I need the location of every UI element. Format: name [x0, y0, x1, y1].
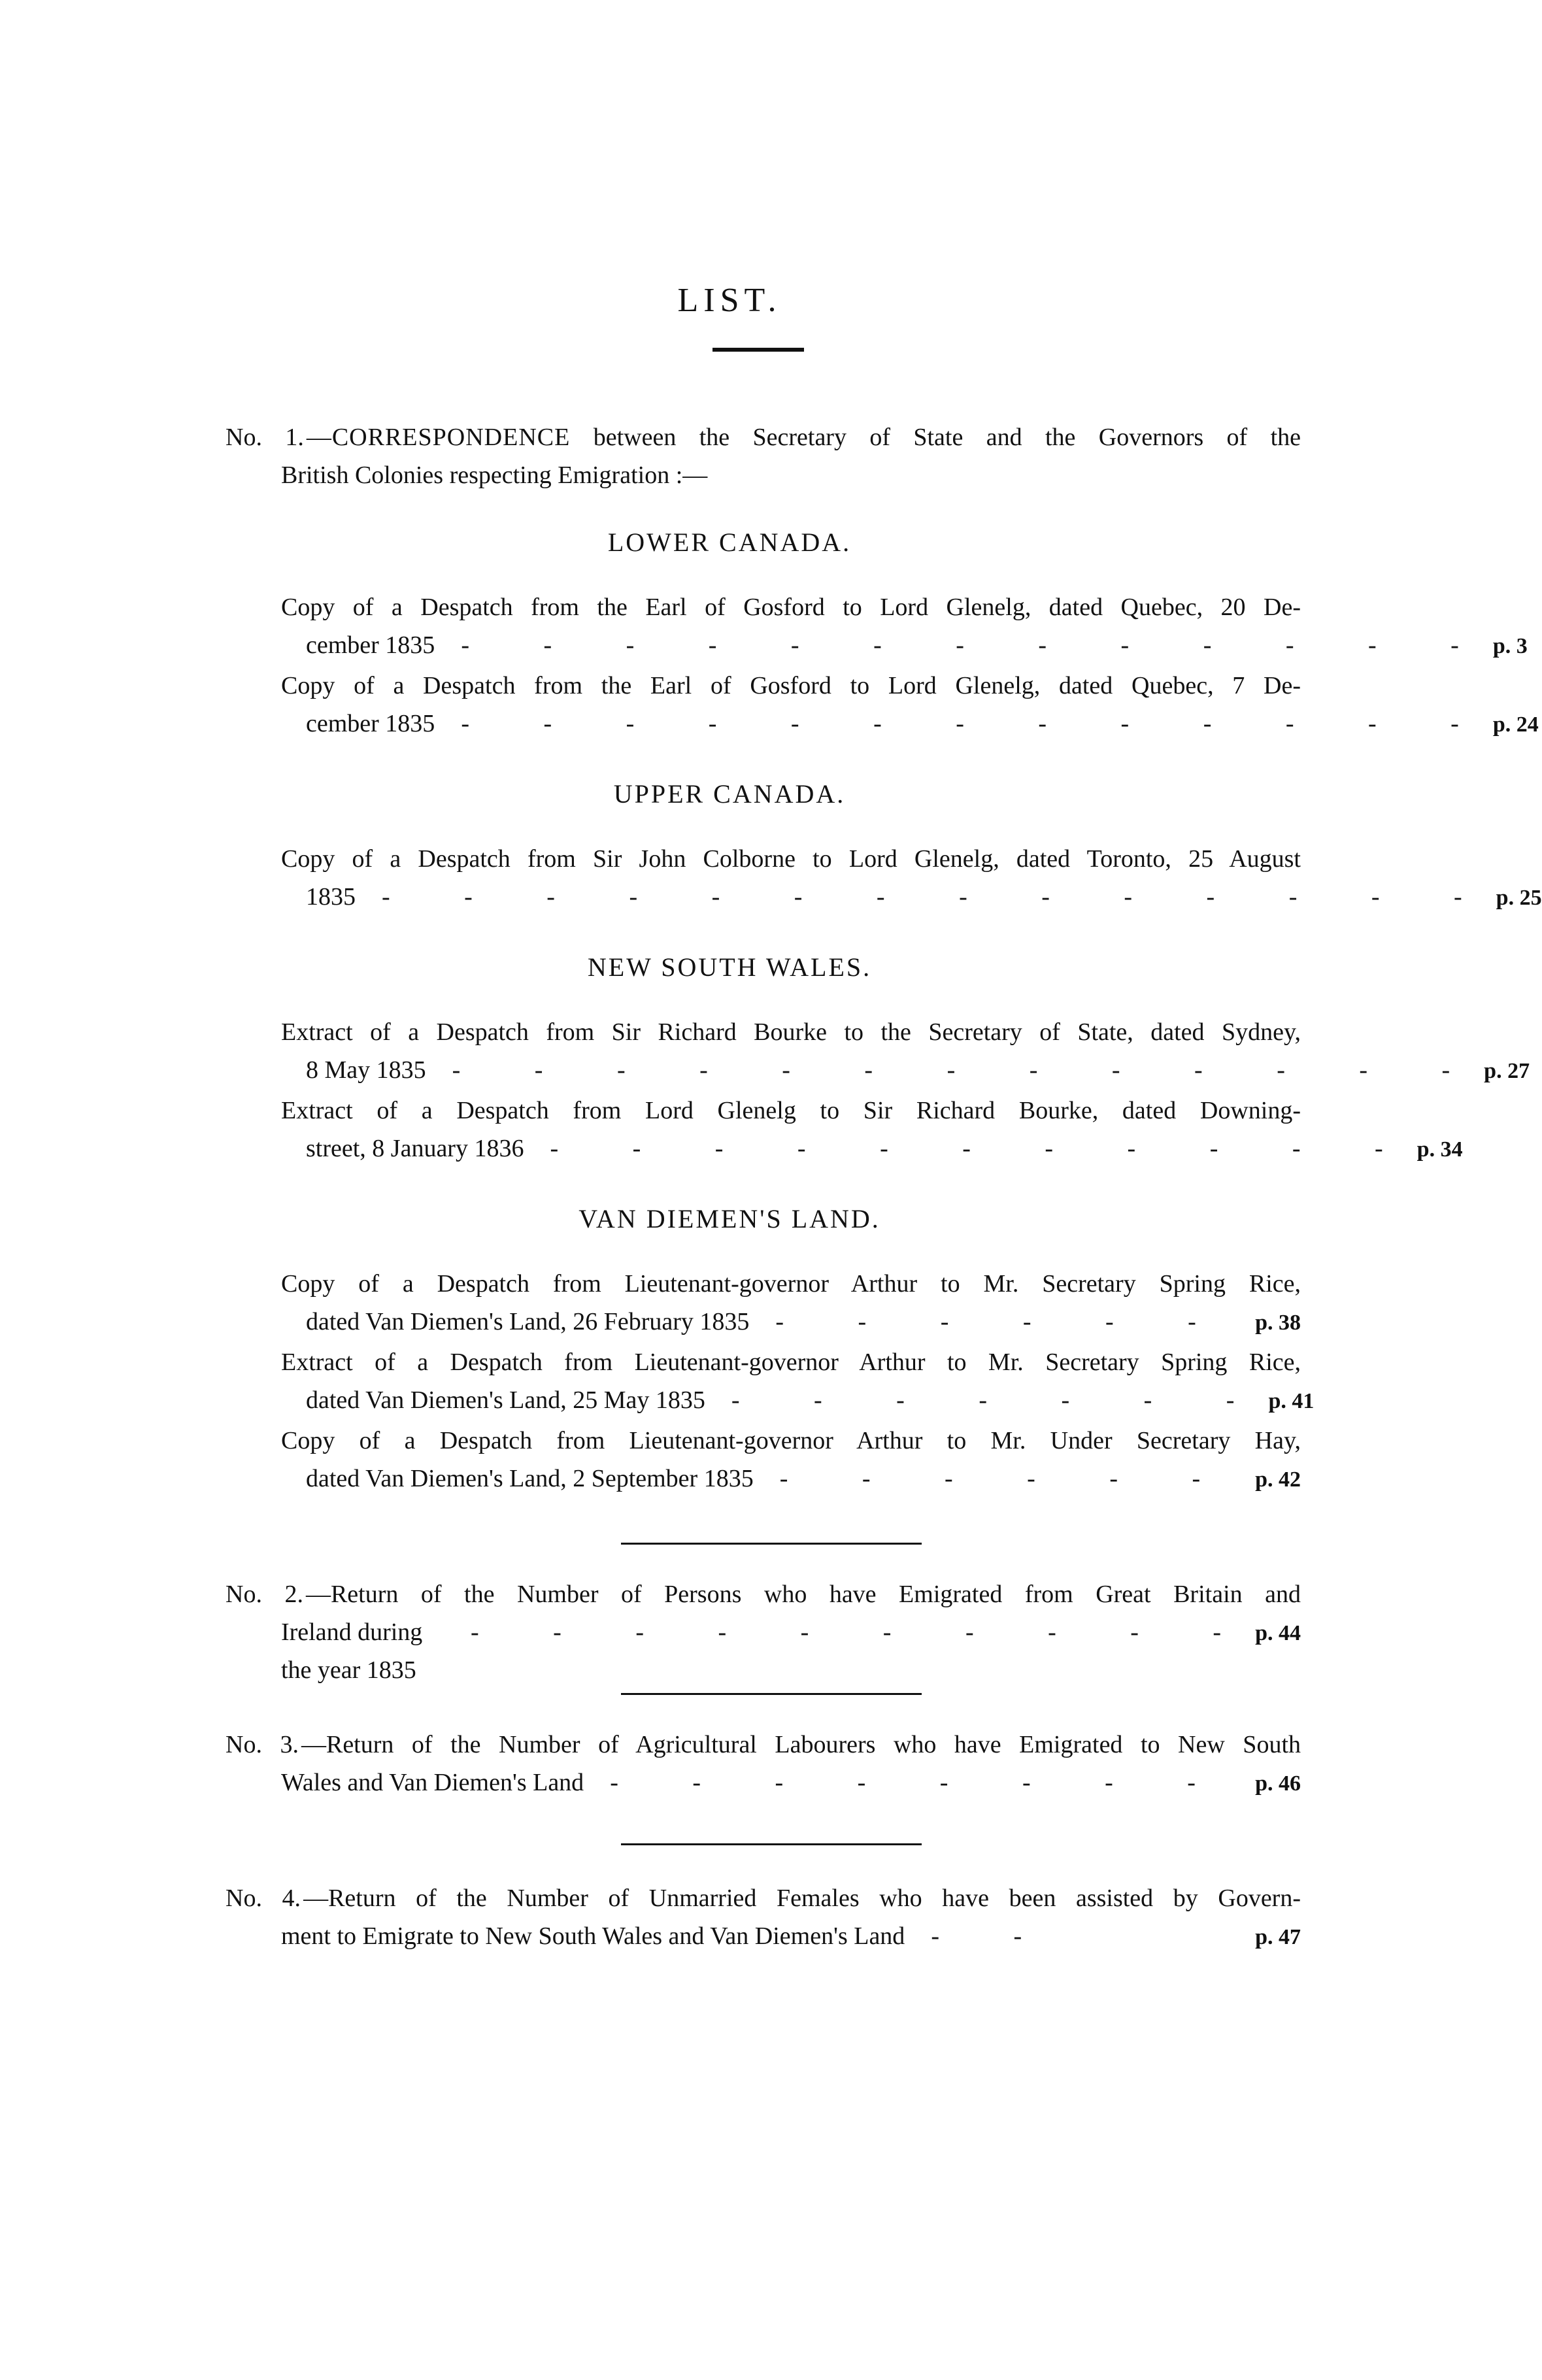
entry-line2-text: street, 8 January 1836 [306, 1135, 524, 1162]
item-no1-line2: British Colonies respecting Emigration :— [281, 461, 708, 489]
entry-lower-canada-2 [281, 667, 1539, 744]
page-reference: p. 24 [1492, 712, 1539, 737]
item-no2-number: No. 2. [226, 1581, 303, 1608]
dot-leader: - - - - - - - - - - - - - [452, 1056, 1484, 1084]
item-no4-number: No. 4. [226, 1885, 301, 1912]
dot-leader: - - - - - - - - - - - - - - [382, 883, 1496, 911]
dot-leader: - - - - - - - - - - - - - [461, 631, 1493, 659]
item-no2-line2 [226, 1613, 1301, 1689]
entry-line2 [281, 626, 1528, 665]
page-reference: p. 44 [1255, 1621, 1301, 1645]
page-reference: p. 38 [1255, 1311, 1301, 1335]
entry-line2-text: cember 1835 [306, 710, 435, 737]
dot-leader: - - [931, 1922, 1056, 1950]
page-title: LIST. [677, 282, 782, 319]
entry-line1: Copy of a Despatch from Sir John Colborne to Lord Glenelg, dated Toronto, 25 August [281, 845, 1301, 873]
page-reference: p. 47 [1255, 1925, 1301, 1949]
entry-van-diemens-land-2 [281, 1343, 1315, 1420]
entry-line2-text: cember 1835 [306, 631, 435, 659]
entry-line2-text: dated Van Diemen's Land, 25 May 1835 [306, 1386, 705, 1414]
item-no2-line1 [226, 1575, 1301, 1613]
item-no4-line1 [226, 1879, 1301, 1917]
entry-line2 [281, 1051, 1530, 1090]
entry-line1: Extract of a Despatch from Sir Richard Bourke to the Secretary of State, dated Sydney, [281, 1018, 1301, 1046]
page-reference: p. 25 [1496, 886, 1542, 910]
dot-leader: - - - - - - - - - - - - - [461, 710, 1493, 737]
section-heading-new-south-wales: NEW SOUTH WALES. [587, 952, 872, 982]
section-divider [621, 1843, 922, 1845]
item-no1-number: No. 1. [226, 424, 304, 451]
dot-leader: - - - - - - - - - - [471, 1618, 1256, 1646]
item-no4-line2-text: ment to Emigrate to New South Wales and Van Diemen's Land [281, 1922, 905, 1950]
section-divider [621, 1693, 922, 1695]
section-heading-upper-canada: UPPER CANADA. [613, 779, 846, 809]
page-reference: p. 46 [1255, 1771, 1301, 1796]
dot-leader: - - - - - - - - [610, 1769, 1230, 1796]
item-no1 [226, 418, 1301, 494]
entry-upper-canada-1 [281, 840, 1542, 917]
item-no1-line1-rest: between the Secretary of State and the Governors of the [593, 424, 1301, 451]
title-rule [712, 348, 804, 352]
item-no3-number: No. 3. [226, 1731, 299, 1758]
entry-line1: Copy of a Despatch from the Earl of Gosford to Lord Glenelg, dated Quebec, 20 De- [281, 594, 1301, 621]
entry-line2 [281, 1130, 1463, 1169]
entry-line2 [281, 878, 1542, 917]
entry-van-diemens-land-3 [281, 1422, 1301, 1499]
page-reference: p. 27 [1484, 1059, 1530, 1083]
entry-line2-text: dated Van Diemen's Land, 2 September 1835 [306, 1465, 754, 1492]
item-no1-heading: —CORRESPONDENCE [306, 424, 571, 451]
page-reference: p. 3 [1492, 634, 1528, 658]
entry-van-diemens-land-1 [281, 1265, 1301, 1342]
item-no4 [226, 1879, 1301, 1956]
dot-leader: - - - - - - [779, 1465, 1235, 1492]
item-no1-line1 [226, 418, 1301, 456]
item-no4-line1-text: —Return of the Number of Unmarried Females who have been assisted by Govern- [303, 1885, 1301, 1912]
page-reference: p. 34 [1416, 1137, 1463, 1162]
entry-line2 [281, 705, 1539, 744]
page-reference: p. 41 [1268, 1389, 1315, 1413]
entry-line1: Extract of a Despatch from Lord Glenelg to Sir Richard Bourke, dated Downing- [281, 1097, 1301, 1124]
entry-line2 [281, 1460, 1301, 1499]
entry-new-south-wales-1 [281, 1013, 1530, 1090]
section-divider [621, 1543, 922, 1545]
entry-line1: Copy of a Despatch from Lieutenant-governor Arthur to Mr. Secretary Spring Rice, [281, 1270, 1301, 1298]
entry-line2-text: 8 May 1835 [306, 1056, 426, 1084]
page-reference: p. 42 [1255, 1467, 1301, 1492]
dot-leader: - - - - - - [775, 1308, 1230, 1335]
entry-line2-text: dated Van Diemen's Land, 26 February 1835 [306, 1308, 750, 1335]
item-no3-line2 [226, 1764, 1301, 1803]
item-no4-line2 [226, 1917, 1301, 1956]
entry-new-south-wales-2 [281, 1092, 1463, 1169]
entry-lower-canada-1 [281, 588, 1528, 665]
entry-line1: Copy of a Despatch from the Earl of Gosford to Lord Glenelg, dated Quebec, 7 De- [281, 672, 1301, 699]
entry-line1: Extract of a Despatch from Lieutenant-governor Arthur to Mr. Secretary Spring Rice, [281, 1349, 1301, 1376]
item-no3-line2-text: Wales and Van Diemen's Land [281, 1769, 584, 1796]
item-no2 [226, 1575, 1301, 1689]
item-no3-line1 [226, 1726, 1301, 1764]
item-no3-line1-text: —Return of the Number of Agricultural Labourers who have Emigrated to New South [301, 1731, 1301, 1758]
entry-line2-text: 1835 [306, 883, 356, 911]
section-heading-lower-canada: LOWER CANADA. [607, 528, 852, 557]
entry-line1: Copy of a Despatch from Lieutenant-governor Arthur to Mr. Under Secretary Hay, [281, 1427, 1301, 1454]
entry-line2 [281, 1303, 1301, 1342]
dot-leader: - - - - - - - - - - - [550, 1135, 1417, 1162]
item-no2-line1-text: —Return of the Number of Persons who have Emigrated from Great Britain and [305, 1581, 1301, 1608]
entry-line2 [281, 1381, 1315, 1420]
item-no2-line2-text: Ireland during the year 1835 [281, 1618, 423, 1684]
dot-leader: - - - - - - - [731, 1386, 1269, 1414]
section-heading-van-diemens-land: VAN DIEMEN'S LAND. [578, 1204, 880, 1233]
item-no3 [226, 1726, 1301, 1803]
